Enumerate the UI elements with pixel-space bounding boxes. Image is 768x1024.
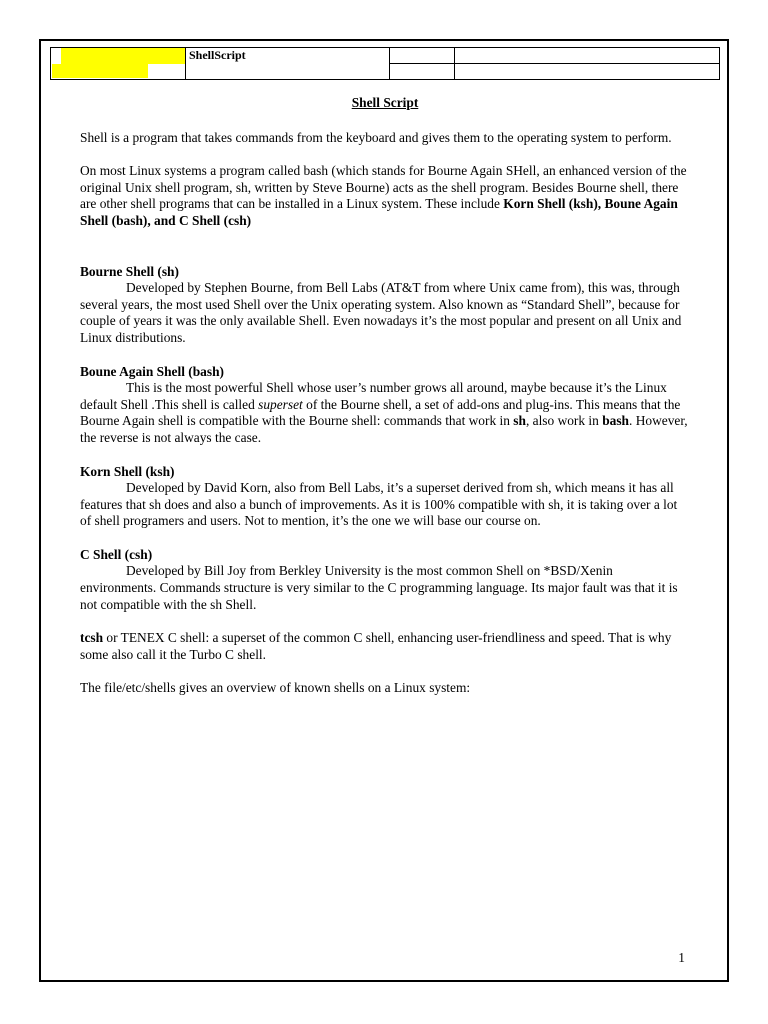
section-text: This is the most powerful Shell whose user’s number grows all around, maybe because it’s the Linux default Shell .This shell is called superset of the Bourne shell, a set of add-ons and plug-ins. This means that the Bourne Again shell is compatible with the Bourne shell: commands that work in sh, also work in bash. However, the reverse is not always the case. <box>80 380 688 445</box>
document-title: Shell Script <box>351 95 419 110</box>
section-heading: Boune Again Shell (bash) <box>80 363 224 379</box>
header-cell <box>455 64 720 80</box>
section-heading: C Shell (csh) <box>80 546 153 562</box>
yellow-highlight <box>52 64 148 78</box>
section-text: Developed by Stephen Bourne, from Bell Labs (AT&T from where Unix came from), this was, through several years, the most used Shell over the Unix operating system. Also known as “Standard Shell”, because for couple of years it was the only available Shell. Even nowadays it’s the most popular and present on all Unix and Linux distributions. <box>80 280 682 345</box>
intro-paragraph: Shell is a program that takes commands from the keyboard and gives them to the operating system to perform. <box>80 129 672 145</box>
document-page <box>39 39 729 982</box>
header-table <box>50 47 720 80</box>
closing-paragraph: The file/etc/shells gives an overview of known shells on a Linux system: <box>80 680 471 696</box>
page-number: 1 <box>678 950 685 965</box>
intro-paragraph-2: On most Linux systems a program called bash (which stands for Bourne Again SHell, an enhanced version of the original Unix shell program, sh, written by Steve Bourne) acts as the shell program. Besides Bourne shell, there are other shell programs that can be installed in a Linux system. These include Korn Shell (ksh), Boune Again Shell (bash), and C Shell (csh) <box>80 163 687 228</box>
section-text: Developed by Bill Joy from Berkley University is the most common Shell on *BSD/Xenin environments. Commands structure is very similar to the C programming language. Its major fault was that it is not compatible with the sh Shell. <box>80 563 678 612</box>
header-label: ShellScript <box>186 48 390 80</box>
yellow-highlight <box>61 48 185 64</box>
section-text: Developed by David Korn, also from Bell Labs, it’s a superset derived from sh, which means it has all features that sh does and also a bunch of improvements. As it is 100% compatible with sh, it is taking over a lot of shell programers and users. Not to mention, it’s the one we will base our course on. <box>80 480 678 529</box>
header-cell <box>390 64 455 80</box>
section-heading: Bourne Shell (sh) <box>80 263 179 279</box>
header-cell <box>390 48 455 64</box>
tcsh-paragraph: tcsh or TENEX C shell: a superset of the common C shell, enhancing user-friendliness and speed. That is why some also call it the Turbo C shell. <box>80 630 672 662</box>
section-heading: Korn Shell (ksh) <box>80 463 175 479</box>
document-body <box>80 95 690 697</box>
header-highlight-cell <box>51 48 186 80</box>
header-cell <box>455 48 720 64</box>
